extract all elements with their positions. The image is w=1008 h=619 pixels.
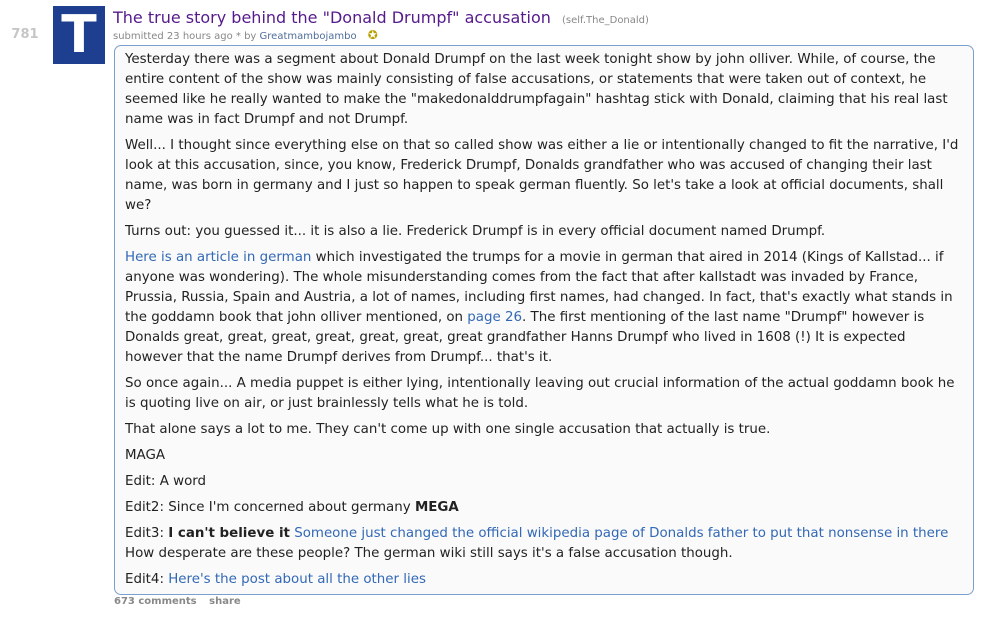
body-text: Edit4: [125,572,169,587]
body-paragraph [125,248,963,368]
page-26-link[interactable]: page 26 [467,310,523,325]
bold-text: I can't believe it [168,526,290,541]
thumbnail-letter: T [61,5,97,65]
star-badge-icon: ✪ [367,28,378,42]
comments-link[interactable]: 673 comments [114,596,197,607]
submitted-text: submitted 23 hours ago * by [113,31,260,42]
post-buttons [114,596,250,607]
body-paragraph [125,524,963,564]
body-text: Edit3: [125,526,169,541]
author-link[interactable]: Greatmambojambo [259,31,357,42]
body-paragraph [125,570,963,590]
body-paragraph: So once again... A media puppet is either lying, intentionally leaving out crucial information of the actual goddamn book he is quoting live on air, or just brainlessly tells what he is told. [125,376,955,411]
thumbnail[interactable] [53,6,105,64]
other-lies-link[interactable]: Here's the post about all the other lies [168,572,426,587]
body-text: . The first mentioning of the last name "Drumpf" however is Donalds great, great, great, great, great, great, great grandfather Hanns Drumpf who lived in 1608 (!) It is expected however that the name Drumpf derives from Drumpf... that's it. [125,310,925,365]
body-text: Edit2: Since I'm concerned about germany [125,500,415,515]
body-text: How desperate are these people? The german wiki still says it's a false accusation though. [125,546,733,561]
article-link[interactable]: Here is an article in german [125,250,312,265]
body-paragraph [125,498,963,518]
body-paragraph: That alone says a lot to me. They can't come up with one single accusation that actually is true. [125,422,771,437]
body-paragraph: Turns out: you guessed it... it is also a lie. Frederick Drumpf is in every official document named Drumpf. [125,224,826,239]
bold-text: MEGA [414,500,459,515]
title-row [113,8,649,27]
post-title-link[interactable]: The true story behind the "Donald Drumpf" accusation [113,8,551,27]
wikipedia-link[interactable]: Someone just changed the official wikipedia page of Donalds father to put that nonsense in there [289,526,949,541]
post-body [114,45,974,595]
body-paragraph: MAGA [125,448,166,463]
vote-score: 781 [11,27,39,42]
body-paragraph: Yesterday there was a segment about Donald Drumpf on the last week tonight show by john olliver. While, of course, the entire content of the show was mainly consisting of false accusations, or statements that were taken out of context, he seemed like he really wanted to make the "makedonalddrumpfagain" hashtag stick with Donald, claiming that his real last name was in fact Drumpf and not Drumpf. [125,52,948,127]
body-paragraph: Edit: A word [125,474,207,489]
body-paragraph: Well... I thought since everything else on that so called show was either a lie or intentionally changed to fit the narrative, I'd look at this accusation, since, you know, Frederick Drumpf, Donalds grandfather who was accused of changing their last name, was born in germany and I just so happen to speak german fluently. So let's take a look at official documents, shall we? [125,138,959,213]
body-text: which investigated the trumps for a movie in german that aired in 2014 (Kings of Kallstad... if anyone was wondering). The whole misunderstanding comes from the fact that after kallstadt was invaded by France, Prussia, Russia, Spain and Austria, a lot of names, including first names, had changed. In fact, that's exactly what stands in the goddamn book that john olliver mentioned, on [125,250,953,325]
tagline [113,28,378,42]
post-domain[interactable]: (self.The_Donald) [562,15,649,26]
share-link[interactable]: share [209,596,241,607]
